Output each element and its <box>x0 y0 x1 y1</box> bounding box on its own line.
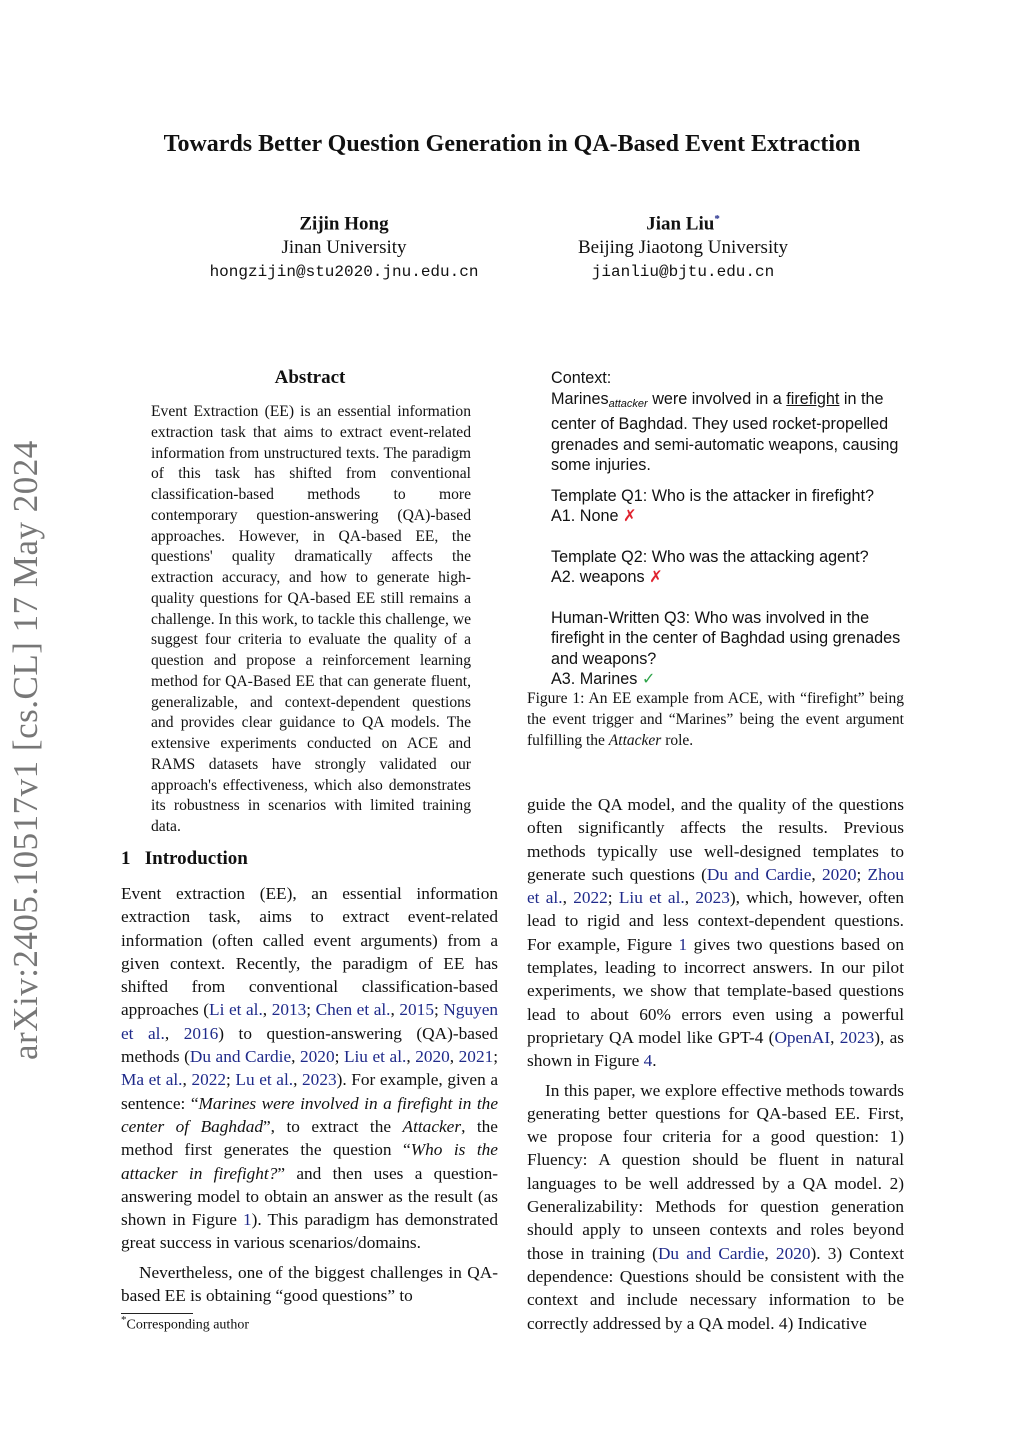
author-email: jianliu@bjtu.edu.cn <box>591 263 775 282</box>
citation-link[interactable]: 2015 <box>399 1000 434 1020</box>
citation-link[interactable]: Chen et al. <box>315 1000 391 1020</box>
introduction-left-column <box>121 882 498 1307</box>
citation-link[interactable]: 2020 <box>775 1243 811 1263</box>
author-affiliation: Beijing Jiaotong University <box>577 237 789 259</box>
answer-2: A2. weapons ✗ <box>551 568 663 586</box>
abstract-text: Event Extraction (EE) is an essential information extraction task that aims to extract event-related information from unstructured texts. The paradigm of this task has shifted from conventional classification-based methods to more contemporary question-answering (QA)-based approaches. However, in QA-based EE, the questions' quality dramatically affects the extraction accuracy, and how to generate high-quality questions for QA-based EE still remains a challenge. In this work, to tackle this challenge, we suggest four criteria to evaluate the quality of a question and propose a reinforcement learning method for QA-Based EE that can generate fluent, generalizable, and context-dependent questions and provides clear guidance to QA models. The extensive experiments conducted on ACE and RAMS datasets have strongly validated our approach's effectiveness, which also demonstrates its robustness in scenarios with limited training data. <box>151 403 471 835</box>
citation-link[interactable]: 2020 <box>415 1047 450 1067</box>
question-1: Template Q1: Who is the attacker in firefight? <box>551 486 874 505</box>
context-label: Context: <box>551 369 612 387</box>
citation-link[interactable]: OpenAI <box>774 1027 831 1047</box>
intro-paragraph-2: Nevertheless, one of the biggest challenges in QA-based EE is obtaining “good questions” to <box>121 1262 498 1306</box>
citation-link[interactable]: Zhou et al. <box>527 864 905 908</box>
figure-1-example <box>551 368 901 690</box>
intro-paragraph-4: In this paper, we explore effective methods towards generating better questions for QA-based EE. First, we propose four criteria for a good question: 1) Fluency: A question should be fluent in natural languages to be well addressed by a QA model. 2) Generalizability: Methods for question generation should apply to unseen contexts and roles beyond those in training (Du and Cardie, 2020). 3) Context dependence: Questions should be consistent with the context and include necessary information to be correctly addressed by a QA model. 4) Indicative <box>527 1080 905 1333</box>
author-name: Jian Liu* <box>646 213 720 235</box>
citation-link[interactable]: 1 <box>243 1210 252 1230</box>
cross-icon: ✗ <box>623 507 637 525</box>
question-2: Template Q2: Who was the attacking agent? <box>551 547 869 566</box>
question-3: Human-Written Q3: Who was involved in the firefight in the center of Baghdad using grenades and weapons? <box>551 608 901 668</box>
cross-icon: ✗ <box>649 568 663 586</box>
section-heading-introduction: 1 Introduction <box>121 848 248 869</box>
citation-link[interactable]: Liu et al. <box>618 888 685 908</box>
abstract-heading: Abstract <box>274 367 346 388</box>
check-icon: ✓ <box>641 670 656 688</box>
citation-link[interactable]: Liu et al. <box>343 1047 407 1067</box>
author-email: hongzijin@stu2020.jnu.edu.cn <box>209 263 479 282</box>
paper-title: Towards Better Question Generation in QA-Based Event Extraction <box>163 131 861 157</box>
figure-1-caption: Figure 1: An EE example from ACE, with “firefight” being the event trigger and “Marines” being the event argument fulfilling the Attacker role. <box>527 690 904 749</box>
arxiv-identifier: arXiv:2405.10517v1 [cs.CL] 17 May 2024 <box>6 440 45 1060</box>
citation-link[interactable]: 2013 <box>271 1000 307 1020</box>
citation-link[interactable]: 2016 <box>183 1023 219 1043</box>
context-text: Marines$_{attacker}$ were involved in a firefight in the center of Baghdad. They used rocket-propelled grenades and semi-automatic weapons, causing some injuries. <box>551 389 899 474</box>
intro-paragraph-3: guide the QA model, and the quality of the questions often significantly affects the results. Previous methods typically use well-designed templates to generate such questions (Du and Cardie, 2020; Zhou et al., 2022; Liu et al., 2023), which, however, often lead to rigid and less context-dependent questions. For example, Figure 1 gives two questions based on templates, leading to incorrect answers. In our pilot experiments, we show that template-based questions lead to about 60% errors even using a powerful proprietary QA model like GPT-4 (OpenAI, 2023), as shown in Figure 4. <box>527 795 905 1071</box>
citation-link[interactable]: 2020 <box>300 1047 335 1067</box>
author-affiliation: Jinan University <box>281 237 407 259</box>
citation-link[interactable]: Du and Cardie <box>657 1243 765 1263</box>
citation-link[interactable]: Nguyen et al. <box>121 1000 499 1043</box>
citation-link[interactable]: 4 <box>643 1051 653 1071</box>
introduction-right-column <box>527 793 904 1335</box>
citation-link[interactable]: Du and Cardie <box>706 864 812 884</box>
intro-paragraph-1: Event extraction (EE), an essential information extraction task, aims to extract event-related information (often called event arguments) from a given context. Recently, the paradigm of EE has shifted from conventional classification-based approaches (Li et al., 2013; Chen et al., 2015; Nguyen et al., 2016) to question-answering (QA)-based methods (Du and Cardie, 2020; Liu et al., 2020, 2021; Ma et al., 2022; Lu et al., 2023). For example, given a sentence: “Marines were involved in a firefight in the center of Baghdad”, to extract the Attacker, the method first generates the question “Who is the attacker in firefight?” and then uses a question-answering model to obtain an answer as the result (as shown in Figure 1). This paradigm has demonstrated great success in various scenarios/domains. <box>121 884 499 1253</box>
citation-link[interactable]: 2022 <box>191 1070 227 1090</box>
footnote: *Corresponding author <box>121 1314 249 1333</box>
answer-3: A3. Marines ✓ <box>551 670 656 688</box>
citation-link[interactable]: Lu et al. <box>235 1070 294 1090</box>
author-block-1 <box>164 207 524 284</box>
author-block-2 <box>503 207 863 284</box>
author-name: Zijin Hong <box>299 213 389 235</box>
event-trigger: firefight <box>786 389 840 408</box>
citation-link[interactable]: 2022 <box>573 888 608 908</box>
citation-link[interactable]: Du and Cardie <box>189 1047 292 1067</box>
citation-link[interactable]: 2023 <box>695 888 730 908</box>
citation-link[interactable]: Li et al. <box>209 1000 263 1020</box>
citation-link[interactable]: 1 <box>678 934 688 954</box>
citation-link[interactable]: 2023 <box>302 1070 337 1090</box>
citation-link[interactable]: 2020 <box>821 864 857 884</box>
citation-link[interactable]: Ma et al. <box>121 1070 183 1090</box>
answer-1: A1. None ✗ <box>551 507 637 525</box>
citation-link[interactable]: 2023 <box>839 1027 875 1047</box>
citation-link[interactable]: 2021 <box>458 1047 494 1067</box>
